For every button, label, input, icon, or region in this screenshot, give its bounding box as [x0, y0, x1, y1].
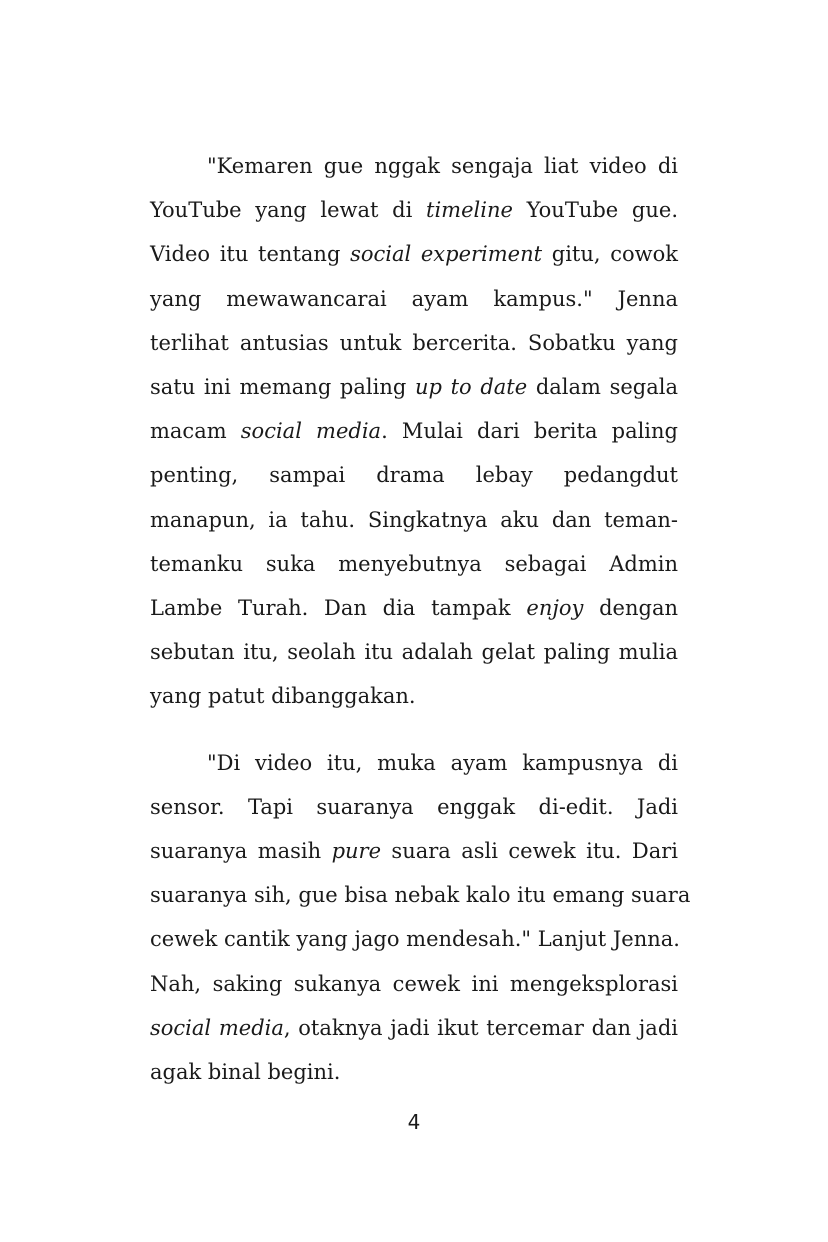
text-run: terlihat antusias untuk bercerita. Sobatku yang — [150, 330, 678, 355]
italic-text: pure — [331, 839, 382, 864]
text-run: . Mulai dari berita paling — [381, 419, 678, 444]
text-run: dengan — [583, 596, 679, 621]
text-run: satu ini memang paling — [150, 375, 415, 400]
italic-text: social media — [240, 419, 382, 444]
page-number: 4 — [407, 1110, 421, 1134]
text-run: yang mewawancarai ayam kampus." Jenna — [150, 286, 678, 311]
text-run: manapun, ia tahu. Singkatnya aku dan teman- — [150, 507, 678, 532]
text-line — [150, 917, 678, 961]
text-run: dalam segala — [527, 375, 679, 400]
text-run: cewek cantik yang jago mendesah." Lanjut Jenna. — [150, 927, 680, 952]
text-line — [150, 498, 678, 542]
document-page — [150, 144, 691, 1094]
text-run: gitu, cowok — [542, 242, 678, 267]
text-line — [150, 873, 691, 917]
text-line — [150, 1050, 678, 1094]
text-run: penting, sampai drama lebay pedangdut — [150, 463, 678, 488]
text-run: sensor. Tapi suaranya enggak di-edit. Jadi — [150, 794, 678, 819]
text-run: temanku suka menyebutnya sebagai Admin — [150, 551, 678, 576]
text-run: suara asli cewek itu. Dari — [381, 839, 678, 864]
text-run: Nah, saking sukanya cewek ini mengeksplorasi — [150, 971, 678, 996]
text-line — [150, 232, 678, 276]
italic-text: up to date — [414, 375, 528, 400]
text-run: Video itu tentang — [150, 242, 351, 267]
text-line — [150, 277, 678, 321]
text-run: "Kemaren gue nggak sengaja liat video di — [207, 154, 678, 178]
text-run: , otaknya jadi ikut tercemar dan jadi — [283, 1015, 678, 1040]
italic-text: social media — [150, 1015, 284, 1040]
paragraph — [150, 741, 691, 1095]
text-line — [150, 453, 678, 497]
italic-text: social experiment — [350, 242, 543, 267]
text-line — [150, 542, 678, 586]
text-run: agak binal begini. — [150, 1060, 341, 1085]
text-run: suaranya masih — [150, 839, 332, 864]
italic-text: enjoy — [526, 596, 584, 621]
text-run: Lambe Turah. Dan dia tampak — [150, 596, 527, 621]
text-line — [150, 409, 678, 453]
text-line — [150, 674, 678, 718]
text-line — [150, 741, 678, 785]
text-line — [150, 630, 678, 674]
paragraph — [150, 144, 678, 719]
text-run: YouTube gue. — [512, 198, 678, 223]
text-line — [150, 962, 678, 1006]
text-line — [150, 365, 678, 409]
text-line — [150, 1006, 678, 1050]
text-run: macam — [150, 419, 241, 444]
text-line — [150, 829, 678, 873]
text-run: "Di video itu, muka ayam kampusnya di — [207, 750, 678, 775]
text-line — [150, 188, 678, 232]
text-line — [150, 785, 678, 829]
body-text — [150, 144, 691, 1094]
text-line — [150, 321, 678, 365]
text-run: yang patut dibanggakan. — [150, 684, 416, 709]
text-run: sebutan itu, seolah itu adalah gelat paling mulia — [150, 640, 678, 665]
italic-text: timeline — [426, 198, 513, 223]
text-run: suaranya sih, gue bisa nebak kalo itu emang suara — [150, 883, 691, 908]
text-line — [150, 144, 678, 188]
text-run: YouTube yang lewat di — [150, 198, 427, 223]
text-line — [150, 586, 678, 630]
